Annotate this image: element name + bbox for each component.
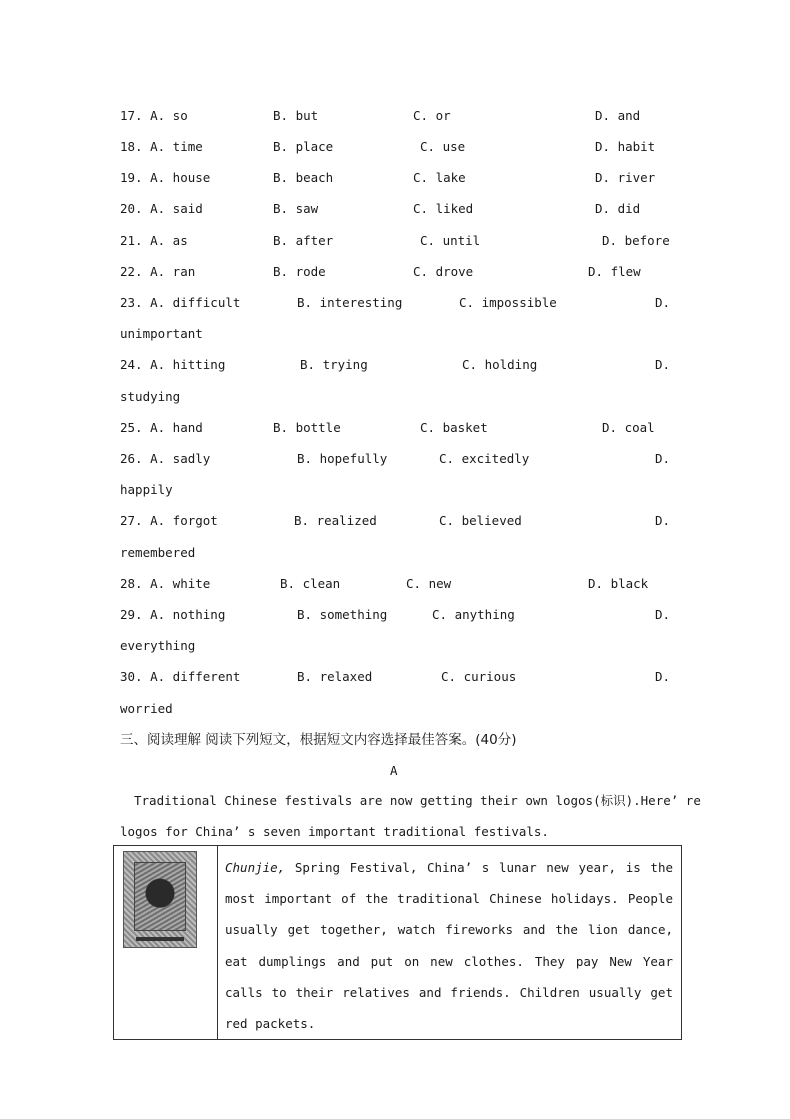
section-title: 三、阅读理解 阅读下列短文，根据短文内容选择最佳答案。(40分) xyxy=(120,732,517,748)
option-d: D. xyxy=(655,607,671,622)
option-d: D. before xyxy=(602,233,670,248)
option-b: B. something xyxy=(297,607,388,622)
option-d-continued: remembered xyxy=(120,545,196,560)
option-d: D. black xyxy=(588,576,649,591)
option-c: C. liked xyxy=(413,201,474,216)
option-c: C. impossible xyxy=(459,295,557,310)
option-c: C. anything xyxy=(432,607,515,622)
option-a: 17. A. so xyxy=(120,108,188,123)
option-c: C. holding xyxy=(462,357,538,372)
option-d-continued: worried xyxy=(120,701,173,716)
passage-label: A xyxy=(390,763,398,778)
option-d: D. xyxy=(655,451,671,466)
option-c: C. use xyxy=(420,139,466,154)
option-d: D. xyxy=(655,669,671,684)
option-b: B. hopefully xyxy=(297,451,388,466)
option-a: 28. A. white xyxy=(120,576,211,591)
option-b: B. beach xyxy=(273,170,334,185)
option-a: 23. A. difficult xyxy=(120,295,241,310)
option-d: D. xyxy=(655,295,671,310)
option-c: C. curious xyxy=(441,669,517,684)
option-d: D. and xyxy=(595,108,641,123)
chunjie-logo-image xyxy=(123,851,197,948)
option-d-continued: everything xyxy=(120,638,196,653)
option-d-continued: unimportant xyxy=(120,326,203,341)
option-c: C. excitedly xyxy=(439,451,530,466)
option-c: C. drove xyxy=(413,264,474,279)
option-a: 18. A. time xyxy=(120,139,203,154)
option-d: D. flew xyxy=(588,264,641,279)
option-d: D. river xyxy=(595,170,656,185)
option-d: D. habit xyxy=(595,139,656,154)
option-b: B. bottle xyxy=(273,420,341,435)
option-c: C. until xyxy=(420,233,481,248)
option-b: B. clean xyxy=(280,576,341,591)
festival-description-cell xyxy=(218,846,682,1040)
option-d: D. coal xyxy=(602,420,655,435)
option-a: 20. A. said xyxy=(120,201,203,216)
option-b: B. after xyxy=(273,233,334,248)
festival-logo-cell xyxy=(114,846,218,1040)
option-c: C. believed xyxy=(439,513,522,528)
option-b: B. relaxed xyxy=(297,669,373,684)
festival-table xyxy=(113,845,682,1040)
festival-description xyxy=(225,852,673,1039)
option-b: B. but xyxy=(273,108,319,123)
option-b: B. interesting xyxy=(297,295,403,310)
option-d-continued: studying xyxy=(120,389,181,404)
option-a: 27. A. forgot xyxy=(120,513,218,528)
option-a: 19. A. house xyxy=(120,170,211,185)
option-b: B. saw xyxy=(273,201,319,216)
option-a: 21. A. as xyxy=(120,233,188,248)
option-c: C. lake xyxy=(413,170,466,185)
festival-name: Chunjie, xyxy=(225,860,286,875)
option-c: C. new xyxy=(406,576,452,591)
festival-row xyxy=(114,846,682,1040)
option-b: B. realized xyxy=(294,513,377,528)
option-b: B. rode xyxy=(273,264,326,279)
option-b: B. trying xyxy=(300,357,368,372)
option-c: C. basket xyxy=(420,420,488,435)
option-b: B. place xyxy=(273,139,334,154)
passage-intro-line-1: Traditional Chinese festivals are now getting their own logos(标识).Here’ re xyxy=(134,793,701,808)
option-a: 30. A. different xyxy=(120,669,241,684)
option-a: 26. A. sadly xyxy=(120,451,211,466)
option-d: D. xyxy=(655,513,671,528)
option-d: D. did xyxy=(595,201,641,216)
passage-intro-line-2: logos for China’ s seven important traditional festivals. xyxy=(120,824,549,839)
option-d: D. xyxy=(655,357,671,372)
option-a: 24. A. hitting xyxy=(120,357,226,372)
option-a: 29. A. nothing xyxy=(120,607,226,622)
festival-text: Spring Festival, China’ s lunar new year, is the most important of the traditional Chinese holidays. People usually get together, watch fireworks and the lion dance, eat dumplings and put on new clothes. They pay New Year calls to their relatives and friends. Children usually get red packets. xyxy=(225,860,673,1032)
option-a: 22. A. ran xyxy=(120,264,196,279)
option-c: C. or xyxy=(413,108,451,123)
option-d-continued: happily xyxy=(120,482,173,497)
option-a: 25. A. hand xyxy=(120,420,203,435)
